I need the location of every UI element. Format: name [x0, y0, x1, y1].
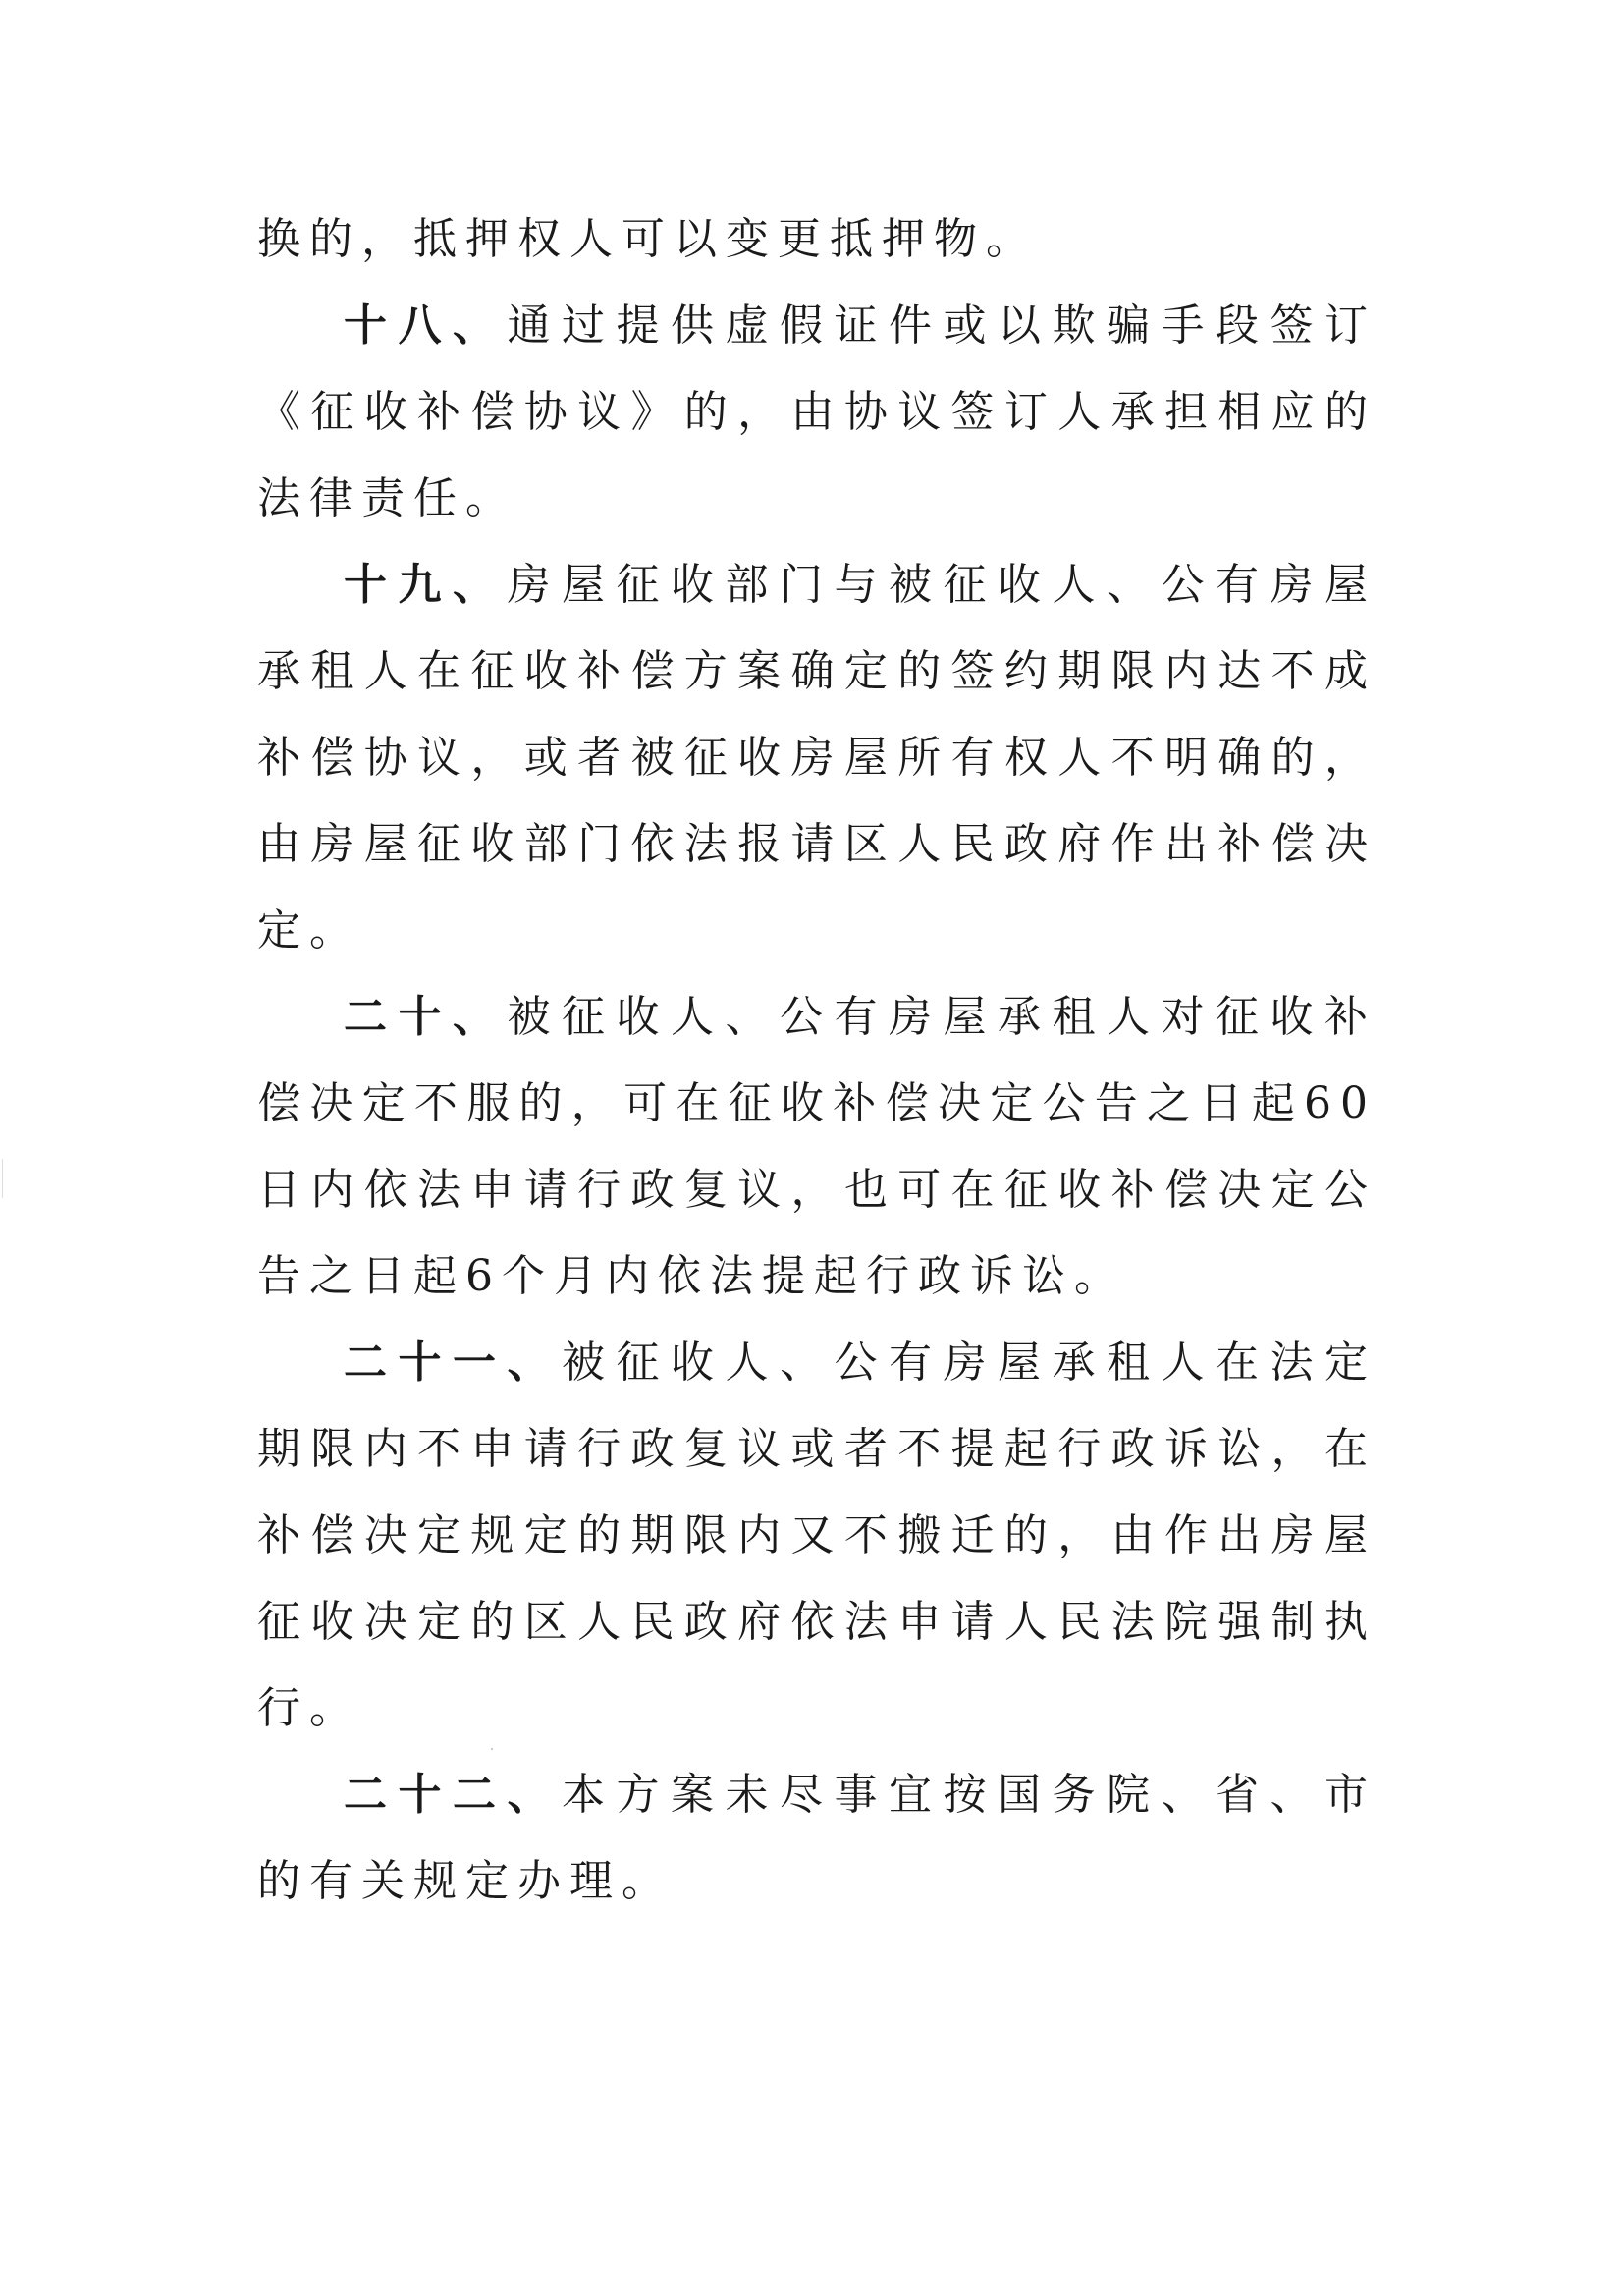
scan-speck: [491, 1748, 493, 1750]
clause-text: 本方案未尽事宜按国务院、省、市的有关规定办理。: [257, 1770, 1377, 1906]
clause-text: 被征收人、公有房屋承租人在法定期限内不申请行政复议或者不提起行政诉讼，在补偿决定规定的期限内又不搬迁的，由作出房屋征收决定的区人民政府依法申请人民法院强制执行。: [257, 1338, 1377, 1733]
document-body: [257, 196, 1377, 1925]
paragraph-continuation: [257, 196, 1377, 283]
clause-number: 十九、: [344, 560, 508, 610]
clause-text: 被征收人、公有房屋承租人对征收补偿决定不服的，可在征收补偿决定公告之日起60日内依法申请行政复议，也可在征收补偿决定公告之日起6个月内依法提起行政诉讼。: [257, 992, 1377, 1301]
clause-number: 二十一、: [344, 1338, 562, 1388]
clause-19: [257, 542, 1377, 974]
scan-edge-mark: [2, 1159, 3, 1198]
clause-number: 二十二、: [344, 1770, 562, 1820]
clause-18: [257, 283, 1377, 542]
clause-text: 房屋征收部门与被征收人、公有房屋承租人在征收补偿方案确定的签约期限内达不成补偿协议，或者被征收房屋所有权人不明确的，由房屋征收部门依法报请区人民政府作出补偿决定。: [257, 560, 1377, 956]
clause-number: 十八、: [344, 301, 508, 351]
clause-20: [257, 974, 1377, 1320]
clause-21: [257, 1320, 1377, 1752]
clause-text: 通过提供虚假证件或以欺骗手段签订《征收补偿协议》的，由协议签订人承担相应的法律责任。: [257, 301, 1377, 523]
clause-22: [257, 1752, 1377, 1925]
clause-number: 二十、: [344, 992, 508, 1042]
paragraph-text: 换的，抵押权人可以变更抵押物。: [257, 214, 1038, 264]
